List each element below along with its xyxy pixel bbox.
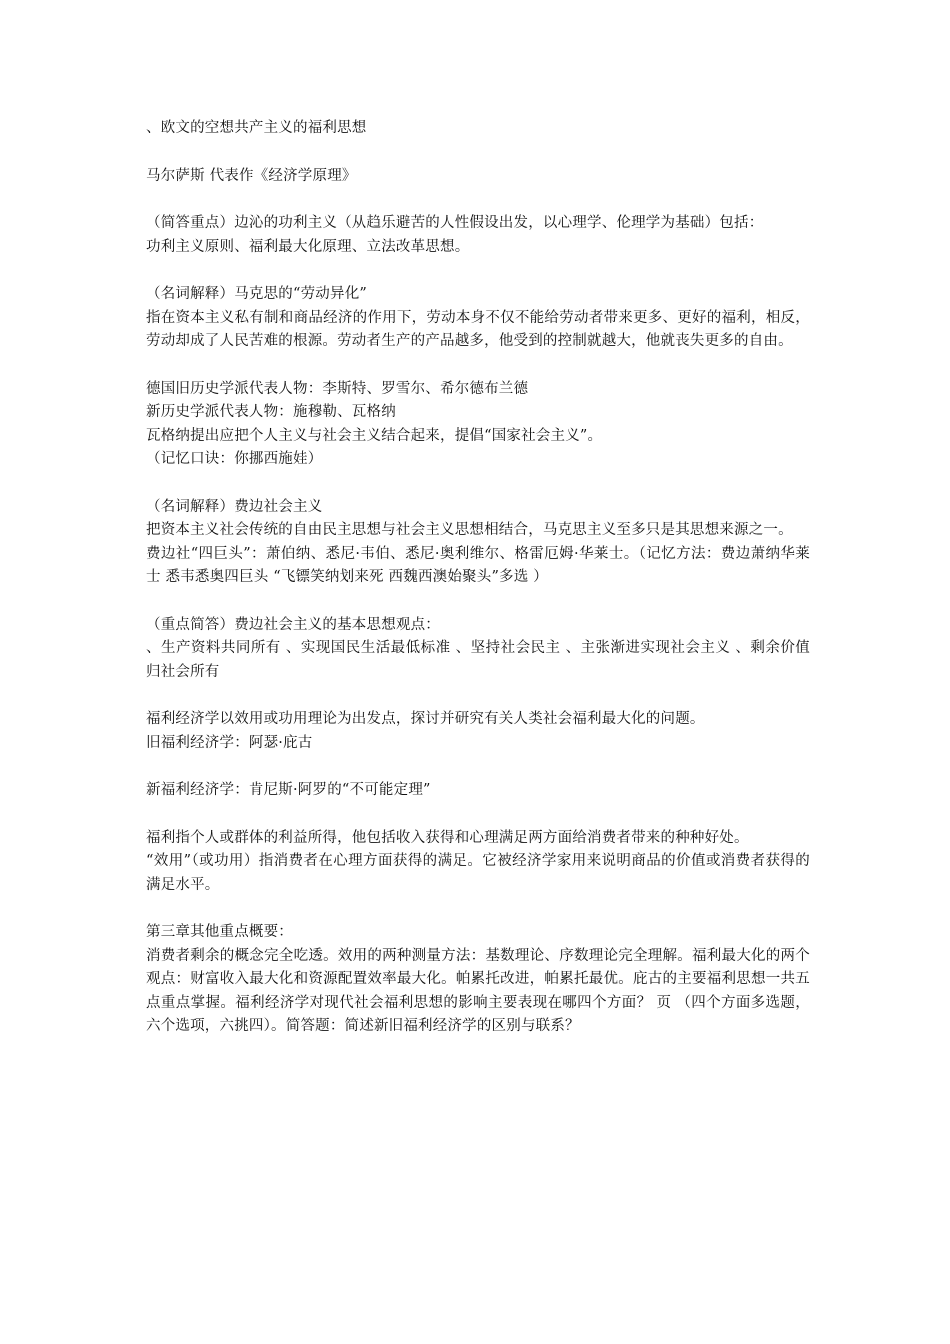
paragraph-bentham-body: 功利主义原则、福利最大化原理、立法改革思想。 bbox=[146, 238, 470, 255]
paragraph-welfare-definition: 福利指个人或群体的利益所得，他包括收入获得和心理满足两方面给消费者带来的种种好处。 bbox=[146, 829, 749, 846]
paragraph-fabian-four: 费边社“四巨头”：萧伯纳、悉尼·韦伯、悉尼·奥利维尔、格雷厄姆·华莱士。（记忆方法：费边萧纳华莱士 悉韦悉奥四巨头 “飞镖笑纳划来死 西魏西澳始聚头”多选 ） bbox=[146, 545, 810, 585]
paragraph-utility-definition: “效用”（或功用）指消费者在心理方面获得的满足。它被经济学家用来说明商品的价值或消费者获得的满足水平。 bbox=[146, 853, 810, 893]
paragraph-fabian-heading: （名词解释）费边社会主义 bbox=[146, 498, 323, 515]
paragraph-fabian-views-list: 、生产资料共同所有 、实现国民生活最低标准 、坚持社会民主 、主张渐进实现社会主义 、剩余价值归社会所有 bbox=[146, 640, 810, 680]
paragraph-marx-body: 指在资本主义私有制和商品经济的作用下，劳动本身不仅不能给劳动者带来更多、更好的福利，相反，劳动却成了人民苦难的根源。劳动者生产的产品越多，他受到的控制就越大，他就丧失更多的自由。 bbox=[146, 309, 810, 349]
paragraph-chapter3-body: 消费者剩余的概念完全吃透。效用的两种测量方法：基数理论、序数理论完全理解。福利最大化的两个观点：财富收入最大化和资源配置效率最大化。帕累托改进，帕累托最优。庇古的主要福利思想一共五点重点掌握。福利经济学对现代社会福利思想的影响主要表现在哪四个方面？ 页 （四个方面多选题，六个选项，六挑四）。简答题：简述新旧福利经济学的区别与联系？ bbox=[146, 947, 810, 1034]
paragraph-old-welfare-economics: 旧福利经济学：阿瑟·庇古 bbox=[146, 734, 313, 751]
paragraph-wagner: 瓦格纳提出应把个人主义与社会主义结合起来，提倡“国家社会主义”。 bbox=[146, 427, 603, 444]
paragraph-owen: 、欧文的空想共产主义的福利思想 bbox=[146, 120, 367, 136]
paragraph-new-historical-school: 新历史学派代表人物：施穆勒、瓦格纳 bbox=[146, 404, 396, 420]
document-body bbox=[146, 117, 810, 1039]
paragraph-marx-heading: （名词解释）马克思的“劳动异化” bbox=[146, 286, 368, 302]
paragraph-fabian-definition: 把资本主义社会传统的自由民主思想与社会主义思想相结合，马克思主义至多只是其思想来源之一。 bbox=[146, 522, 793, 538]
paragraph-bentham-heading: （简答重点）边沁的功利主义（从趋乐避苦的人性假设出发，以心理学、伦理学为基础）包括： bbox=[146, 215, 764, 231]
paragraph-new-welfare-economics: 新福利经济学：肯尼斯·阿罗的“不可能定理” bbox=[146, 782, 431, 798]
paragraph-malthus: 马尔萨斯 代表作《经济学原理》 bbox=[146, 167, 357, 184]
paragraph-old-historical-school: 德国旧历史学派代表人物：李斯特、罗雪尔、希尔德布兰德 bbox=[146, 380, 529, 397]
paragraph-fabian-views-heading: （重点简答）费边社会主义的基本思想观点： bbox=[146, 616, 440, 633]
paragraph-welfare-economics: 福利经济学以效用或功用理论为出发点，探讨并研究有关人类社会福利最大化的问题。 bbox=[146, 711, 705, 727]
paragraph-chapter3-heading: 第三章其他重点概要： bbox=[146, 924, 293, 940]
paragraph-mnemonic: （记忆口诀：你挪西施娃） bbox=[146, 451, 323, 467]
